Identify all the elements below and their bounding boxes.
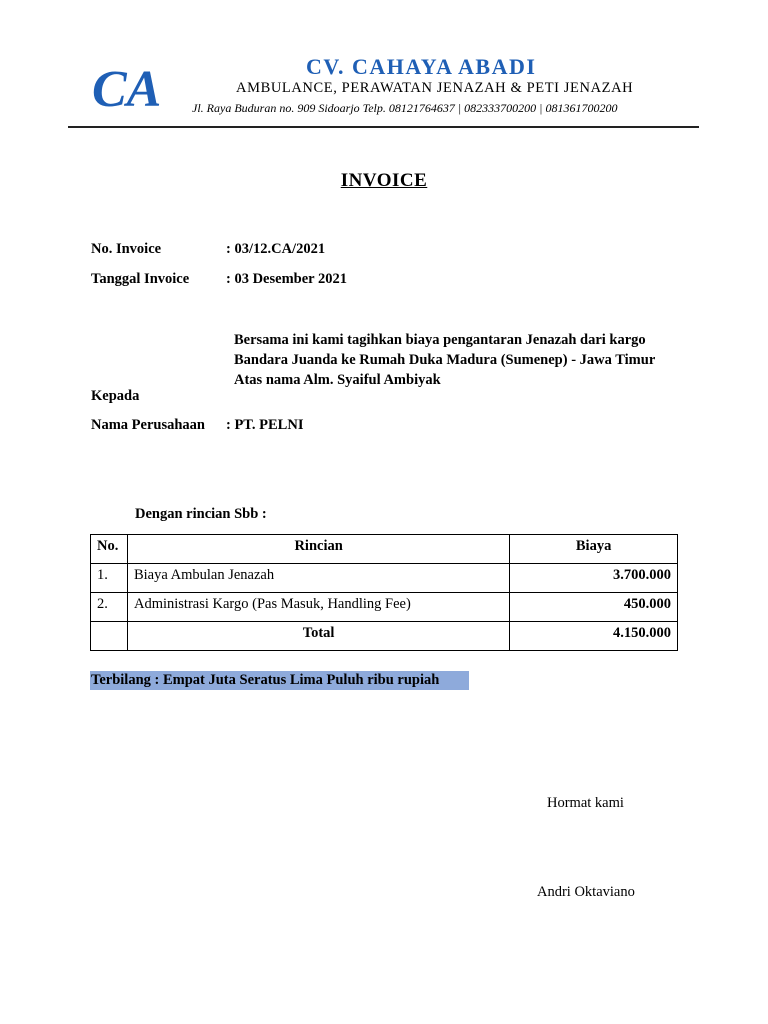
total-label: Total: [127, 622, 509, 651]
table-row: [91, 564, 678, 593]
amount-in-words: Terbilang : Empat Juta Seratus Lima Puluh ribu rupiah: [90, 671, 469, 690]
invoice-description: [234, 330, 694, 390]
logo-text: CA: [92, 62, 162, 116]
total-empty-cell: [91, 622, 128, 651]
row-no: 2.: [91, 593, 128, 622]
header-rincian: Rincian: [127, 535, 509, 564]
company-field-label: Nama Perusahaan: [91, 417, 205, 433]
invoice-number-label: No. Invoice: [91, 241, 162, 257]
closing-greeting: Hormat kami: [547, 795, 624, 811]
invoice-items-table: [90, 534, 678, 651]
invoice-date-value: : 03 Desember 2021: [226, 271, 347, 287]
company-address: Jl. Raya Buduran no. 909 Sidoarjo Telp. 08121764637 | 082333700200 | 081361700200: [192, 101, 618, 115]
company-logo: [92, 62, 172, 116]
company-field-value: : PT. PELNI: [226, 417, 304, 433]
header-no: No.: [91, 535, 128, 564]
description-line: Bandara Juanda ke Rumah Duka Madura (Sumenep) - Jawa Timur: [234, 352, 656, 368]
company-tagline: AMBULANCE, PERAWATAN JENAZAH & PETI JENAZAH: [236, 80, 634, 96]
row-cost: 450.000: [510, 593, 678, 622]
row-cost: 3.700.000: [510, 564, 678, 593]
row-description: Biaya Ambulan Jenazah: [127, 564, 509, 593]
header-biaya: Biaya: [510, 535, 678, 564]
header-divider: [68, 126, 699, 128]
company-name: CV. CAHAYA ABADI: [306, 54, 537, 79]
invoice-number-value: : 03/12.CA/2021: [226, 241, 326, 257]
table-total-row: [91, 622, 678, 651]
table-row: [91, 593, 678, 622]
description-line: Bersama ini kami tagihkan biaya pengantaran Jenazah dari kargo: [234, 332, 646, 348]
invoice-date-label: Tanggal Invoice: [91, 271, 190, 287]
total-value: 4.150.000: [510, 622, 678, 651]
row-description: Administrasi Kargo (Pas Masuk, Handling Fee): [127, 593, 509, 622]
signer-name: Andri Oktaviano: [537, 884, 635, 900]
details-heading: Dengan rincian Sbb :: [135, 506, 267, 522]
recipient-label: Kepada: [91, 388, 140, 404]
description-line: Atas nama Alm. Syaiful Ambiyak: [234, 372, 441, 388]
table-header-row: [91, 535, 678, 564]
document-title: INVOICE: [340, 170, 428, 191]
row-no: 1.: [91, 564, 128, 593]
